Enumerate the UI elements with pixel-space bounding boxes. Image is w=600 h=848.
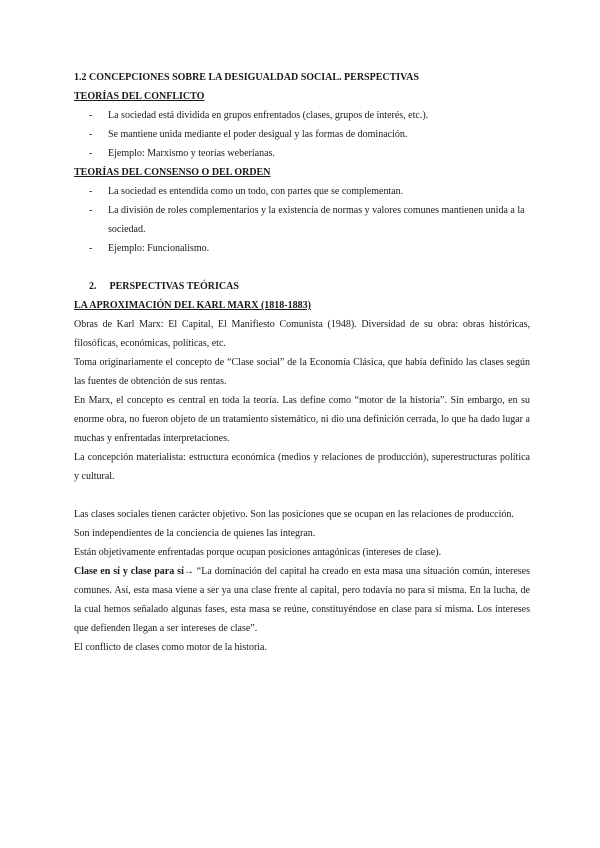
closing-line: El conflicto de clases como motor de la historia. (74, 642, 267, 653)
section-2-title-text: PERSPECTIVAS TEÓRICAS (109, 281, 239, 292)
list-item: - Se mantiene unida mediante el poder desigual y las formas de dominación. (89, 129, 408, 140)
paragraph: Son independientes de la conciencia de quienes las integran. (74, 528, 316, 539)
list-item: - La división de roles complementarios y la existencia de normas y valores comunes mantienen unida a la sociedad. (89, 205, 525, 235)
paragraph: Están objetivamente enfrentadas porque ocupan posiciones antagónicas (intereses de clase). (74, 547, 442, 558)
class-label: Clase en sí y clase para sí (74, 566, 184, 577)
paragraph: Toma originariamente el concepto de “Clase social” de la Economía Clásica, que había definido las clases según las fuentes de obtención de sus rentas. (74, 357, 530, 387)
consensus-heading: TEORÍAS DEL CONSENSO O DEL ORDEN (74, 167, 271, 178)
conflict-list (74, 106, 530, 163)
arrow-icon: → (183, 566, 194, 577)
paragraph: Obras de Karl Marx: El Capital, El Manifiesto Comunista (1948). Diversidad de su obra: obras históricas, filosóficas, económicas, políticas, etc. (74, 319, 530, 349)
paragraph: La concepción materialista: estructura económica (medios y relaciones de producción), superestructuras política y cultural. (74, 452, 530, 482)
list-item: - La sociedad está dividida en grupos enfrentados (clases, grupos de interés, etc.). (89, 110, 429, 121)
consensus-list (74, 182, 530, 258)
list-item: - Ejemplo: Marxismo y teorías weberianas. (89, 148, 275, 159)
section-number: 2. (89, 281, 97, 292)
paragraph: En Marx, el concepto es central en toda la teoría. Las define como “motor de la historia”. Sin embargo, en su enorme obra, no fueron objeto de un tratamiento sistemático, ni dio una definición cerrada, lo que ha dado lugar a muchas y enfrentadas interpretaciones. (74, 395, 530, 444)
section-2-title (74, 277, 530, 296)
document-page (74, 68, 530, 657)
class-quote: “La dominación del capital ha creado en esta masa una situación común, intereses comunes. Así, esta masa viene a ser ya una clase frente al capital, pero todavía no para sí misma. En la lucha, de la cual hemos señalado algunas fases, esta masa se reúne, constituyéndose en clase para sí misma. Los intereses que defienden llegan a ser intereses de clase”. (74, 566, 530, 634)
class-quote-paragraph (74, 562, 530, 638)
section-title: 1.2 CONCEPCIONES SOBRE LA DESIGUALDAD SOCIAL. PERSPECTIVAS (74, 72, 419, 83)
marx-heading: LA APROXIMACIÓN DEL KARL MARX (1818-1883) (74, 300, 311, 311)
list-item: - La sociedad es entendida como un todo, con partes que se complementan. (89, 186, 404, 197)
conflict-heading: TEORÍAS DEL CONFLICTO (74, 91, 205, 102)
paragraph: Las clases sociales tienen carácter objetivo. Son las posiciones que se ocupan en las relaciones de producción. (74, 509, 514, 520)
list-item: - Ejemplo: Funcionalismo. (89, 243, 210, 254)
